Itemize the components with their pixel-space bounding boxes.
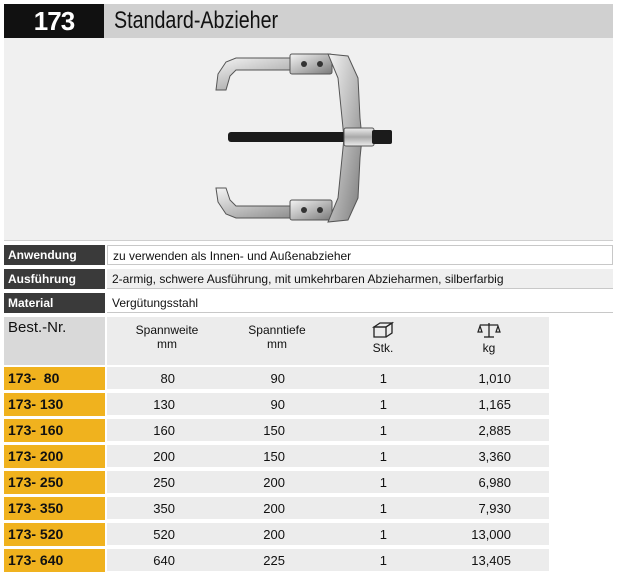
info-label: Ausführung: [4, 269, 105, 289]
product-header: [4, 4, 613, 38]
header-kg-label: kg: [482, 341, 496, 355]
order-number: 173- 640: [4, 549, 105, 572]
spannweite-value: 640: [153, 553, 175, 568]
table-row: [4, 497, 613, 520]
stk-value: 1: [379, 475, 387, 490]
order-number: 173- 130: [4, 393, 105, 416]
stk-value: 1: [379, 371, 387, 386]
header-spanntiefe-label: Spanntiefe: [248, 323, 306, 337]
kg-value: 13,000: [471, 527, 511, 542]
spanntiefe-value: 150: [263, 423, 285, 438]
table-row: [4, 393, 613, 416]
stk-value: 1: [379, 527, 387, 542]
order-number: 173- 520: [4, 523, 105, 546]
spannweite-value: 250: [153, 475, 175, 490]
header-spanntiefe: [227, 323, 327, 351]
header-stk: [363, 321, 403, 354]
order-number: 173- 200: [4, 445, 105, 468]
header-spanntiefe-unit: mm: [267, 337, 287, 351]
header-stk-label: Stk.: [372, 341, 394, 355]
order-number: 173- 160: [4, 419, 105, 442]
table-row: [4, 419, 613, 442]
stk-value: 1: [379, 423, 387, 438]
spannweite-value: 160: [153, 423, 175, 438]
info-row-material: [4, 293, 613, 313]
order-number: 173- 80: [4, 367, 105, 390]
kg-value: 7,930: [478, 501, 511, 516]
kg-value: 1,165: [478, 397, 511, 412]
spanntiefe-value: 200: [263, 501, 285, 516]
info-row-ausfuehrung: [4, 269, 613, 289]
table-row: [4, 471, 613, 494]
spanntiefe-value: 225: [263, 553, 285, 568]
stk-value: 1: [379, 553, 387, 568]
info-label: Material: [4, 293, 105, 313]
order-number: 173- 250: [4, 471, 105, 494]
product-number: 173: [4, 4, 104, 38]
spanntiefe-value: 150: [263, 449, 285, 464]
header-kg: [469, 321, 509, 354]
kg-value: 1,010: [478, 371, 511, 386]
kg-value: 6,980: [478, 475, 511, 490]
kg-value: 3,360: [478, 449, 511, 464]
header-columns: [107, 317, 549, 365]
product-title: Standard-Abzieher: [114, 7, 279, 34]
table-row: [4, 523, 613, 546]
table-header: [4, 317, 613, 365]
header-best-nr: Best.-Nr.: [4, 317, 105, 365]
info-row-anwendung: [4, 245, 613, 265]
spanntiefe-value: 90: [270, 371, 285, 386]
table-row: [4, 445, 613, 468]
info-value: 2-armig, schwere Ausführung, mit umkehrbaren Abzieharmen, silberfarbig: [107, 269, 613, 289]
product-image-area: [4, 38, 613, 241]
kg-value: 2,885: [478, 423, 511, 438]
spanntiefe-value: 200: [263, 527, 285, 542]
info-value: Vergütungsstahl: [107, 293, 613, 313]
spanntiefe-value: 200: [263, 475, 285, 490]
header-spannweite-label: Spannweite: [135, 323, 199, 337]
box-icon: [371, 321, 395, 339]
spannweite-value: 80: [160, 371, 175, 386]
spannweite-value: 520: [153, 527, 175, 542]
spannweite-value: 350: [153, 501, 175, 516]
order-number: 173- 350: [4, 497, 105, 520]
spanntiefe-value: 90: [270, 397, 285, 412]
spannweite-value: 130: [153, 397, 175, 412]
kg-value: 13,405: [471, 553, 511, 568]
table-row: [4, 367, 613, 390]
header-spannweite: [117, 323, 217, 351]
table-row: [4, 549, 613, 572]
stk-value: 1: [379, 501, 387, 516]
info-label: Anwendung: [4, 245, 105, 265]
info-value: zu verwenden als Innen- und Außenabzieher: [107, 245, 613, 265]
header-spannweite-unit: mm: [157, 337, 177, 351]
spannweite-value: 200: [153, 449, 175, 464]
two-arm-puller-image: [4, 38, 613, 240]
stk-value: 1: [379, 449, 387, 464]
stk-value: 1: [379, 397, 387, 412]
scale-icon: [476, 321, 502, 339]
